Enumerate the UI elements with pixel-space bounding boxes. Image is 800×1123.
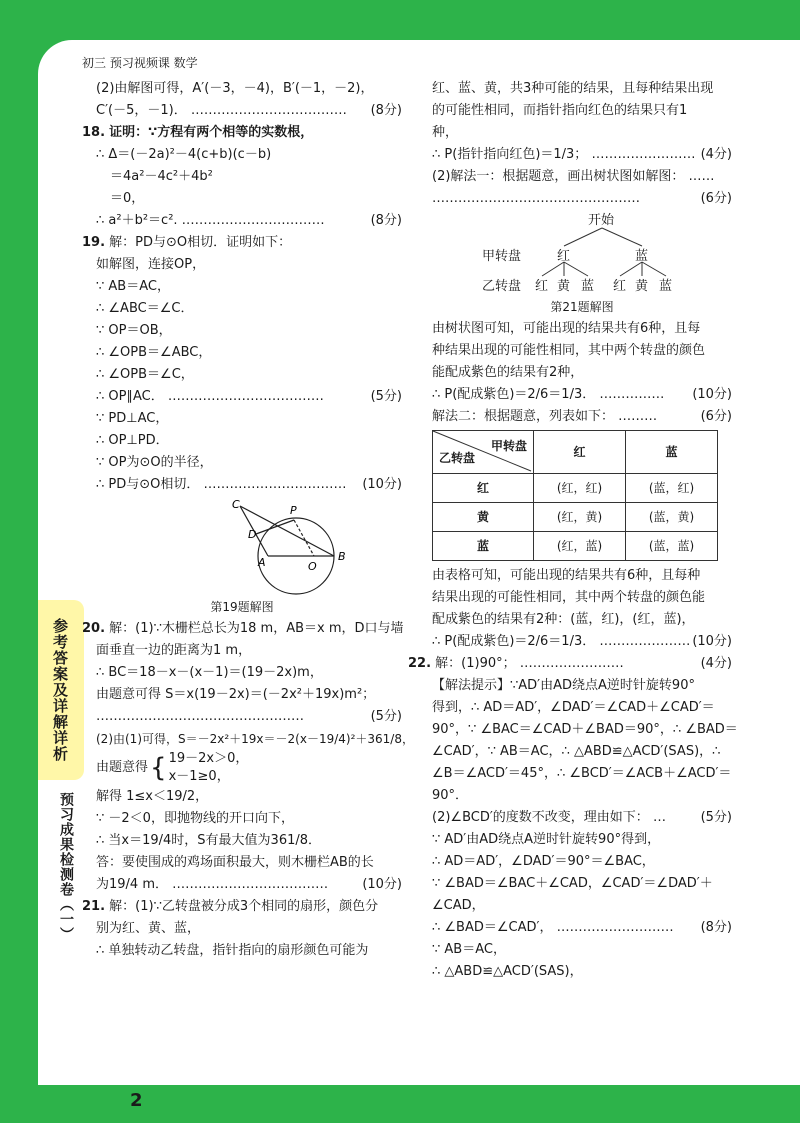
- text-line: ∴ ∠ABC＝∠C．: [96, 301, 194, 316]
- inequality-1: 19－2x＞0，: [168, 751, 249, 766]
- text-line: 结果出现的可能性相同，其中两个转盘的颜色能: [432, 590, 706, 605]
- label-d: D: [248, 528, 257, 541]
- text-line: ∴ P(配成紫色)＝2/6＝1/3．: [432, 634, 596, 649]
- text-line: ∵ OP＝OB，: [96, 323, 172, 338]
- text-line: (2)由(1)可得，S＝－2x²＋19x＝－2(x－19/4)²＋361/8，: [96, 732, 414, 746]
- text-line: 【解法提示】∵AD′由AD绕点A逆时针旋转90°: [432, 678, 695, 693]
- table-header: 蓝: [626, 431, 718, 474]
- tree-node: 黄: [635, 279, 649, 294]
- text-line: 解法二：根据题意，列表如下：: [432, 409, 615, 424]
- text-line: 解：PD与⊙O相切．证明如下：: [109, 235, 292, 250]
- text-line: ∴ △ABD≌△ACD′(SAS)，: [432, 964, 583, 979]
- label-b: B: [338, 550, 346, 563]
- text-line: C′(－5，－1)．: [96, 103, 187, 118]
- answer-page: [38, 40, 800, 1111]
- label-a: A: [258, 556, 266, 569]
- text-line: ∵ AB＝AC，: [432, 942, 506, 957]
- table-corner-bottom: 乙转盘: [439, 451, 476, 465]
- page-header: 初三 预习视频课 数学: [82, 56, 198, 70]
- tree-node: 红: [613, 279, 627, 294]
- figure-19: [82, 496, 402, 596]
- side-sub-label: 预习成果检测卷（一）: [58, 792, 74, 942]
- tree-node: 红: [535, 279, 549, 294]
- tree-node: 蓝: [581, 279, 595, 294]
- inequality-2: x－1≥0，: [168, 769, 230, 784]
- text-line: 由表格可知，可能出现的结果共有6种，且每种: [432, 568, 701, 583]
- text-line: ∵ ∠BAD＝∠BAC＋∠CAD，∠CAD′＝∠DAD′＋: [432, 876, 713, 891]
- question-number: 22.: [408, 656, 432, 671]
- text-line: (2)∠BCD′的度数不改变，理由如下：: [432, 810, 649, 825]
- label-c: C: [232, 498, 240, 511]
- table-cell: (红，黄): [534, 503, 626, 532]
- text-line: ∴ ∠OPB＝∠ABC，: [96, 345, 212, 360]
- table-row: [433, 532, 718, 561]
- text-line: ∴ 当x＝19/4时，S有最大值为361/8．: [96, 833, 322, 848]
- text-line: (2)解法一：根据题意，画出树状图如解图：: [432, 169, 685, 184]
- text-line: ∴ AD＝AD′，∠DAD′＝90°＝∠BAC，: [432, 854, 655, 869]
- text-line: ∠B＝∠ACD′＝45°，∴ ∠BCD′＝∠ACB＋∠ACD′＝: [432, 766, 732, 781]
- question-number: 21.: [82, 899, 106, 914]
- text-line: ∴ OP∥AC．: [96, 389, 164, 404]
- tree-node: 蓝: [659, 279, 673, 294]
- left-column: (2)由解图可得，A′(－3，－4)，B′(－1，－2)， C′(－5，－1)． ……………………………… (8分) 18. 证明：∵方程有两个相等的实数根， ∴ Δ＝(－2a)²－4(c+b)(c－b) ＝4a²－4c²＋4b² ＝0， ∴ a²＋b²＝c². …………………………… (8分) 19. 解：PD与⊙O相切．证明如下： 如解图，连接OP， ∵ AB＝AC， ∴ ∠ABC＝∠C． ∵ OP＝OB， ∴ ∠OPB＝∠ABC， ∴ ∠OPB＝∠C， ∴ OP∥AC． ……………………………… (5分) ∵ PD⊥AC， ∴ OP⊥PD． ∵ OP为⊙O的半径， ∴ PD与⊙O相切． …………………………… (10分) C P D A O B 第19题解图 20. 解：(1)∵木栅栏总长为18 m，AB＝x m，D口与墙 面垂直一边的距离为1 m， ∴ BC＝18－x－(x－1)＝(19－2x)m， 由题意可得 S＝x(19－2x)＝(－2x²＋19x)m²； ………………………………………… (5分) (2)由(1)可得，S＝－2x²＋19x＝－2(x－19/4)²＋361/8， 由题意得 { 19－2x＞0， x－1≥0， 解得 1≤x＜19/2， ∵ －2＜0，即抛物线的开口向下， ∴ 当x＝19/4时，S有最大值为361/8． 答：要使围成的鸡场面积最大，则木栅栏AB的长 为19/4 m． ……………………………… (10分) 21. 解：(1)∵乙转盘被分成3个相同的扇形，颜色分 别为红、黄、蓝， ∴ 单独转动乙转盘，指针指向的扇形颜色可能为: [82, 78, 402, 962]
- text-line: 的可能性相同，而指针指向红色的结果只有1: [432, 103, 688, 118]
- text-line: 种，: [432, 125, 459, 140]
- table-cell: (蓝，红): [626, 474, 718, 503]
- text-line: ∴ a²＋b²＝c².: [96, 213, 178, 228]
- text-line: ∠CAD′，∵ AB＝AC，∴ △ABD≌△ACD′(SAS)，∴: [432, 744, 721, 759]
- text-line: 解：(1)∵乙转盘被分成3个相同的扇形，颜色分: [109, 899, 379, 914]
- tree-diagram: [432, 210, 732, 302]
- text-line: ∴ ∠BAD＝∠CAD′，: [432, 920, 553, 935]
- table-row-header: 蓝: [433, 532, 534, 561]
- text-line: 由题意可得 S＝x(19－2x)＝(－2x²＋19x)m²；: [96, 687, 376, 702]
- text-line: ∴ OP⊥PD．: [96, 433, 169, 448]
- table-cell: (红，红): [534, 474, 626, 503]
- segment-op: [294, 520, 314, 556]
- score: (8分): [700, 920, 732, 935]
- text-line: ∠CAD，: [432, 898, 485, 913]
- outcome-table: [432, 430, 718, 561]
- score: (5分): [370, 709, 402, 724]
- table-cell: (红，蓝): [534, 532, 626, 561]
- table-row-header: 黄: [433, 503, 534, 532]
- score: (6分): [700, 409, 732, 424]
- text-line: 答：要使围成的鸡场面积最大，则木栅栏AB的长: [96, 855, 374, 870]
- score: (10分): [362, 477, 402, 492]
- text-line: ∴ ∠OPB＝∠C，: [96, 367, 194, 382]
- score: (4分): [700, 147, 732, 162]
- table-row: [433, 503, 718, 532]
- table-header: 红: [534, 431, 626, 474]
- text-line: ∵ OP为⊙O的半径，: [96, 455, 213, 470]
- label-p: P: [290, 504, 297, 517]
- text-line: ∴ Δ＝(－2a)²－4(c+b)(c－b): [96, 147, 272, 162]
- text-line: ∵ AD′由AD绕点A逆时针旋转90°得到，: [432, 832, 661, 847]
- text-line: 90°．: [432, 788, 469, 803]
- text-line: ∴ PD与⊙O相切．: [96, 477, 200, 492]
- score: (8分): [370, 213, 402, 228]
- tree-node: 蓝: [635, 249, 649, 264]
- tree-row2-label: 乙转盘: [482, 279, 522, 294]
- score: (8分): [370, 103, 402, 118]
- score: (5分): [370, 389, 402, 404]
- text-line: ∵ PD⊥AC，: [96, 411, 169, 426]
- table-corner: [433, 431, 534, 474]
- tree-node: 黄: [557, 279, 571, 294]
- score: (4分): [700, 656, 732, 671]
- text-line: ∴ BC＝18－x－(x－1)＝(19－2x)m，: [96, 665, 323, 680]
- text-line: 解得 1≤x＜19/2，: [96, 789, 209, 804]
- text-line: 由树状图可知，可能出现的结果共有6种，且每: [432, 321, 701, 336]
- text-line: 为19/4 m．: [96, 877, 168, 892]
- text-line: ∴ P(指针指向红色)＝1/3；: [432, 147, 588, 162]
- text-line: 解：(1)90°；: [435, 656, 516, 671]
- text-line: ∵ －2＜0，即抛物线的开口向下，: [96, 811, 294, 826]
- text-line: 90°，∵ ∠BAC＝∠CAD＋∠BAD＝90°，∴ ∠BAD＝: [432, 722, 738, 737]
- text-line: 如解图，连接OP，: [96, 257, 206, 272]
- text-line: 红、蓝、黄，共3种可能的结果，且每种结果出现: [432, 81, 714, 96]
- text-line: 配成紫色的结果有2种：(蓝，红)，(红，蓝)，: [432, 612, 695, 627]
- side-tab-label: 参考答案及详解详析: [51, 618, 69, 762]
- text-line: 面垂直一边的距离为1 m，: [96, 643, 252, 658]
- tree-node: 红: [557, 249, 571, 264]
- table-cell: (蓝，黄): [626, 503, 718, 532]
- text-line: (2)由解图可得，A′(－3，－4)，B′(－1，－2)，: [96, 81, 374, 96]
- score: (5分): [700, 810, 732, 825]
- tree-row1-label: 甲转盘: [482, 249, 522, 264]
- figure-caption: 第21题解图: [550, 300, 614, 314]
- tree-root: 开始: [588, 213, 615, 228]
- page-number: 2: [130, 1090, 143, 1111]
- table-cell: (蓝，蓝): [626, 532, 718, 561]
- text-line: 能配成紫色的结果有2种，: [432, 365, 584, 380]
- text-line: ＝4a²－4c²＋4b²: [110, 169, 213, 184]
- score: (6分): [700, 191, 732, 206]
- table-row: [433, 474, 718, 503]
- question-number: 18.: [82, 125, 106, 140]
- text-line: 种结果出现的可能性相同，其中两个转盘的颜色: [432, 343, 706, 358]
- text-line: 得到，∴ AD＝AD′，∠DAD′＝∠CAD＋∠CAD′＝: [432, 700, 715, 715]
- score: (10分): [692, 634, 732, 649]
- label-o: O: [308, 560, 317, 573]
- score: (10分): [692, 387, 732, 402]
- text-line: ∴ P(配成紫色)＝2/6＝1/3．: [432, 387, 596, 402]
- table-row-header: 红: [433, 474, 534, 503]
- text-line: 别为红、黄、蓝，: [96, 921, 201, 936]
- figure-caption: 第19题解图: [210, 600, 274, 614]
- question-number: 19.: [82, 235, 106, 250]
- question-number: 20.: [82, 621, 106, 636]
- text-line: ＝0，: [110, 191, 145, 206]
- score: (10分): [362, 877, 402, 892]
- text-line: 解：(1)∵木栅栏总长为18 m，AB＝x m，D口与墙: [109, 621, 404, 636]
- text-line: 由题意得: [96, 760, 149, 775]
- side-tab: [38, 600, 84, 780]
- text-line: ∴ 单独转动乙转盘，指针指向的扇形颜色可能为: [96, 943, 369, 958]
- table-corner-top: 甲转盘: [490, 439, 527, 453]
- text-line: ∵ AB＝AC，: [96, 279, 170, 294]
- right-column: 红、蓝、黄，共3种可能的结果，且每种结果出现 的可能性相同，而指针指向红色的结果只有1 种， ∴ P(指针指向红色)＝1/3； …………………… (4分) (2)解法一：根据题意，画出树状图如解图： …… ………………………………………… (6分) 开始 甲转盘 红 蓝 乙转盘 红 黄 蓝 红 黄 蓝 第21题解图 由树状图可知，可能出现的结果共有6种，且每 种结果出现的可能性相同，其中两个转盘的颜色 能配成紫色的结果有2种， ∴ P(配成紫色)＝2/6＝1/3． …………… (10分) 解法二：根据题意，列表如下： ……… (6分) 甲转盘 乙转盘 红 蓝 红 (红，红) (蓝，红) 黄 (红，黄) (蓝，黄) 蓝 (红，蓝) (蓝，蓝) 由表格可知，可能出现的结果共有6种，且每种 结果出现的可能性相同，其中两个转盘的颜色能 配成紫色的结果有2种：(蓝，红)，(红，蓝)， ∴ P(配成紫色)＝2/6＝1/3． ………………… (10分) 22. 解：(1)90°； …………………… (4分) 【解法提示】∵AD′由AD绕点A逆时针旋转90° 得到，∴ AD＝AD′，∠DAD′＝∠CAD＋∠CAD′＝ 90°，∵ ∠BAC＝∠CAD＋∠BAD＝90°，∴ ∠BAD＝ ∠CAD′，∵ AB＝AC，∴ △ABD≌△ACD′(SAS)，∴ ∠B＝∠ACD′＝45°，∴ ∠BCD′＝∠ACB＋∠ACD′＝ 90°． (2)∠BCD′的度数不改变，理由如下： … (5分) ∵ AD′由AD绕点A逆时针旋转90°得到， ∴ AD＝AD′，∠DAD′＝90°＝∠BAC， ∵ ∠BAD＝∠BAC＋∠CAD，∠CAD′＝∠DAD′＋ ∠CAD， ∴ ∠BAD＝∠CAD′， ……………………… (8分) ∵ AB＝AC， ∴ △ABD≌△ACD′(SAS)，: [432, 78, 732, 983]
- text-line: 证明：∵方程有两个相等的实数根，: [109, 125, 314, 140]
